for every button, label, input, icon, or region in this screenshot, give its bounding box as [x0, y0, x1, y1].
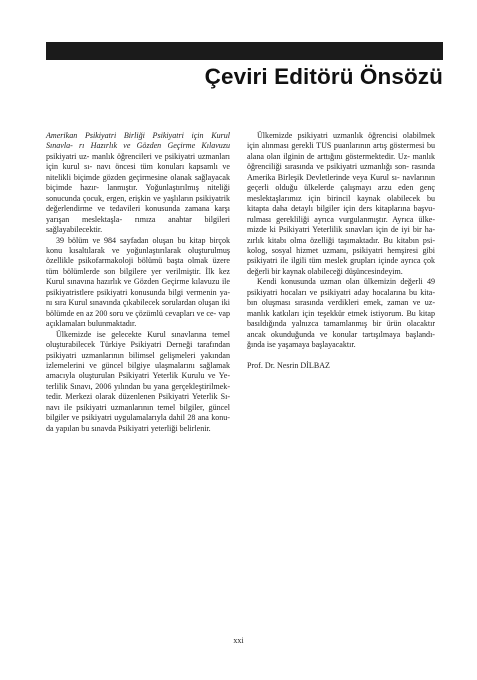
book-title-italic: Amerikan Psikiyatri Birliği Psikiyatri için Kurul Sınavla- rı Hazırlık ve Gözden Geçirme Kılavuzu	[46, 131, 230, 151]
right-column	[247, 131, 435, 371]
left-paragraph-1	[46, 131, 230, 236]
left-column	[46, 131, 230, 434]
left-paragraph-2: 39 bölüm ve 984 sayfadan oluşan bu kitap birçok konu kısaltılarak ve yoğunlaştırılarak oluşturulmuş özellikle psikofarmakoloji bölümü başta olmak üzere tüm bölümlerde son bilgilere yer verilmiştir. İlk kez Kurul sınavına hazırlık ve Gözden Geçirme kılavuzu ile psikiyatristlere psikiyatri konusunda bilgi vermenin ya- nı sıra Kurul sınavında çıkabilecek sorulardan oluşan iki bölümde en az 200 soru ve çözümlü cevapları ve ce- vap açıklamaları bulunmaktadır.	[46, 235, 230, 329]
page-title: Çeviri Editörü Önsözü	[204, 64, 443, 89]
right-paragraph-1: Ülkemizde psikiyatri uzmanlık öğrencisi olabilmek için alınması gerekli TUS puanlarının artış göstermesi bu alana olan ilginin de arttığını göstermektedir. Uz- manlık öğrenciliği sırasında ve psikiyatri uzmanlığı son- rasında Amerika Birleşik Devletlerinde veya Kurul sı- navlarının geçerli olduğu ülkelerde çalışmayı arzu eden genç meslektaşlarımız için birincil kaynak olabilecek bu kitapta daha detaylı bilgiler için ders kitaplarına başvu- rulması gerekliliği ayrıca vurgulanmıştır. Ayrıca ülke- mizde ki Psikiyatri Yeterlilik sınavları için de iyi bir ha- zırlık kitabı olma özelliği taşımaktadır. Bu kitabın psi- kolog, sosyal hizmet uzmanı, psikiyatri hemşiresi gibi psikiyatri ile ilgili tüm meslek grupları içinde ayrıca çok değerli bir kaynak olabileceği düşüncesindeyim.	[247, 131, 435, 276]
right-paragraph-2: Kendi konusunda uzman olan ülkemizin değerli 49 psikiyatri hocaları ve psikiyatri aday hocalarına bu kita- bın oluşması sırasında verdikleri emek, zaman ve uz- manlık katkıları için teşekkür etmek istiyorum. Bu kitap basıldığında yalnızca tamamlanmış bir ürün olacaktır ancak okunduğunda ve konular tartışılmaya başlandı- ğında ise yaşamaya başlayacaktır.	[247, 277, 435, 350]
header-bar	[46, 42, 443, 60]
page-number: xxi	[233, 636, 244, 645]
left-paragraph-1-text: psikiyatri uz- manlık öğrencileri ve psikiyatri uzmanları için kurul sı- navı öncesi tüm konuları kapsamlı ve nitelikli biçimde gözden geçirmesine olanak sağlayacak biçimde hazır- lanmıştır. Yoğunlaştırılmış niteliği sonucunda çocuk, ergen, erişkin ve yaşlıların psikiyatrik değerlendirme ve tedavileri konusunda zamana karşı yarışan meslektaşla- rımıza anahtar bilgileri sağlayabilecektir.	[46, 151, 230, 235]
signature: Prof. Dr. Nesrin DİLBAZ	[247, 360, 330, 370]
left-paragraph-3: Ülkemizde ise gelecekte Kurul sınavlarına temel oluşturabilecek Türkiye Psikiyatri Derneği tarafından psikiyatri uzmanlarının bilimsel gelişmeleri yakından izlemelerini ve güncel bilgiye ulaşmalarını sağlamak amacıyla oluşturulan Psikiyatri Yeterlik Kurulu ve Ye- terlilik Sınavı, 2006 yılından bu yana gerçekleştirilmek- tedir. Merkezi olarak düzenlenen Psikiyatri Yeterlik Sı- navı ile psikiyatri uzmanlarının temel bilgiler, güncel bilgiler ve psikiyatri uygulamalarıyla dahil 28 ana konu- da yapılan bu sınavda Psikiyatri yeterliği belirlenir.	[46, 329, 230, 433]
